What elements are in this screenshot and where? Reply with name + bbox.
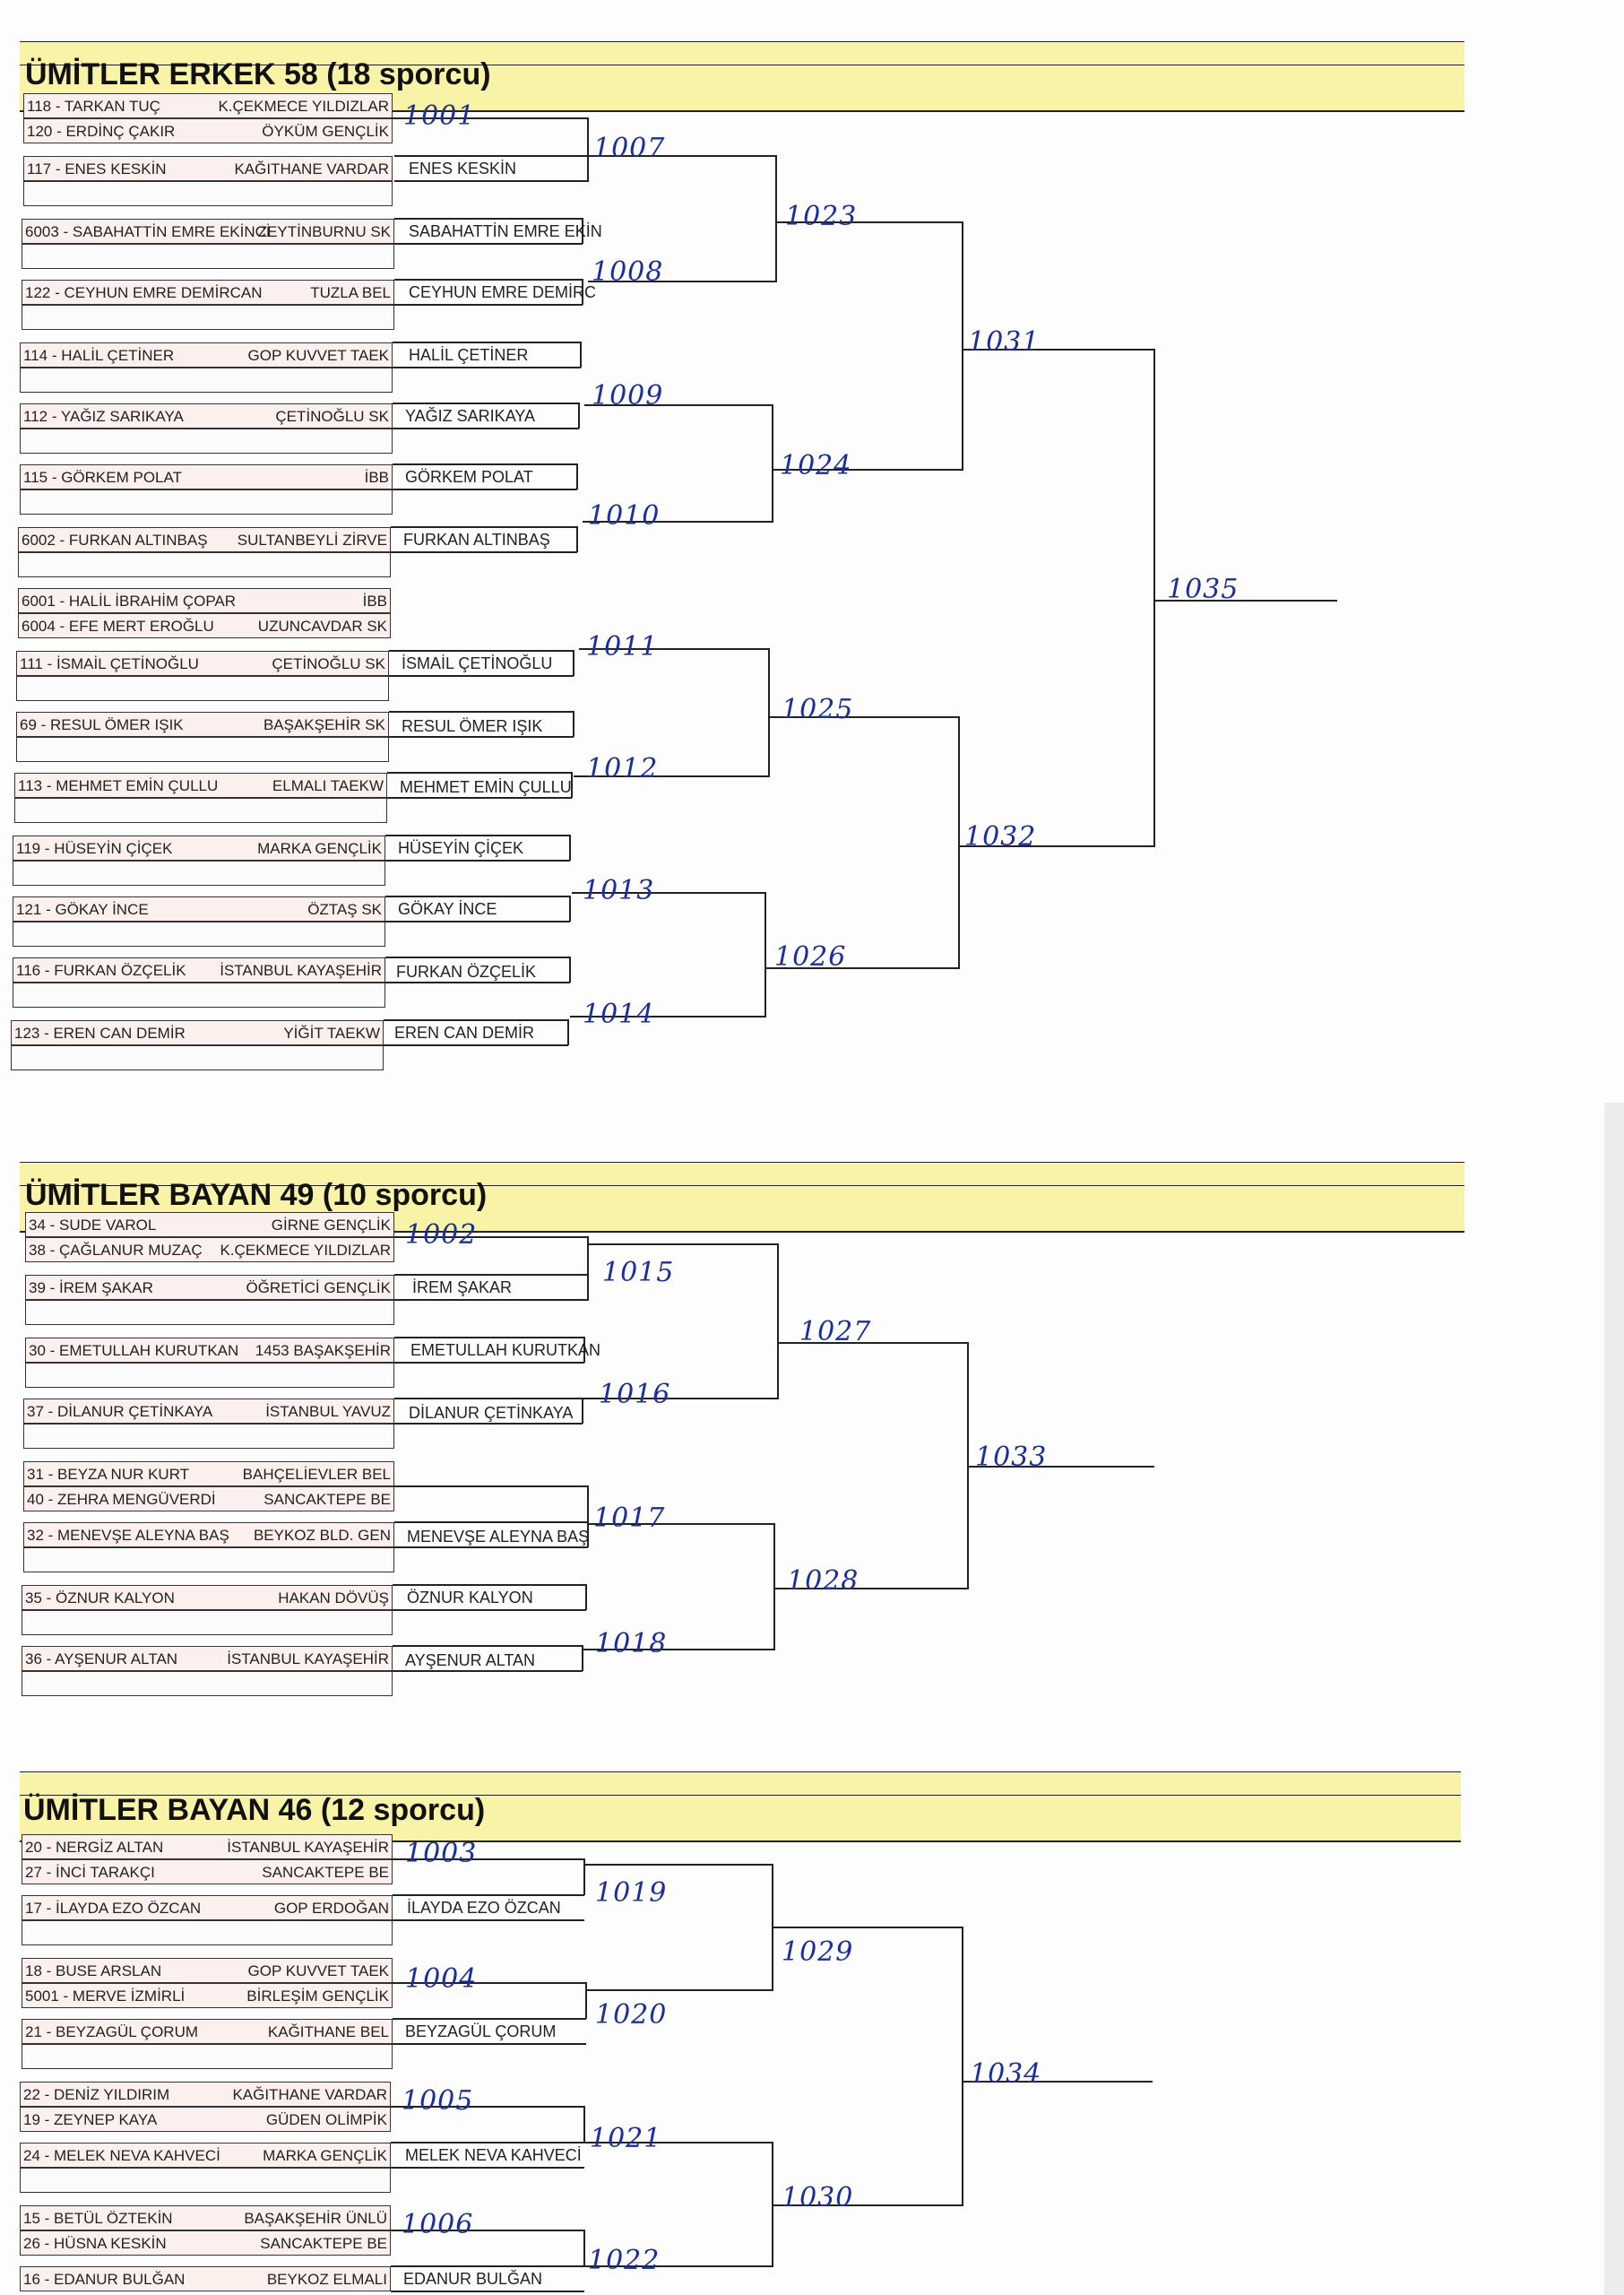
club-name: ZEYTİNBURNU SK — [257, 223, 391, 240]
section-1-title: ÜMİTLER ERKEK 58 (18 sporcu) — [25, 57, 491, 91]
match-number: 1021 — [590, 2123, 662, 2154]
advancing-name: İLAYDA EZO ÖZCAN — [407, 1899, 561, 1917]
athlete-name: 24 - MELEK NEVA KAHVECİ — [23, 2147, 220, 2164]
match-number: 1022 — [588, 2245, 661, 2276]
match-number: 1025 — [782, 694, 854, 725]
athlete-name: 38 - ÇAĞLANUR MUZAÇ — [29, 1242, 203, 1259]
advancing-name: BEYZAGÜL ÇORUM — [405, 2022, 557, 2040]
advancing-name: MEHMET EMİN ÇULLU — [400, 778, 572, 796]
club-name: MARKA GENÇLİK — [263, 2147, 387, 2164]
match-number: 1007 — [593, 133, 666, 164]
club-name: BAHÇELİEVLER BEL — [242, 1466, 391, 1483]
club-name: HAKAN DÖVÜŞ — [278, 1589, 389, 1606]
club-name: GÜDEN OLİMPİK — [265, 2111, 387, 2128]
advancing-name: ENES KESKİN — [409, 160, 517, 178]
athlete-name: 18 - BUSE ARSLAN — [25, 1962, 162, 1979]
athlete-name: 123 - EREN CAN DEMİR — [14, 1025, 186, 1042]
section-2-title: ÜMİTLER BAYAN 49 (10 sporcu) — [25, 1178, 488, 1212]
club-name: K.ÇEKMECE YILDIZLAR — [218, 98, 389, 115]
advancing-name: HALİL ÇETİNER — [409, 346, 529, 364]
club-name: İSTANBUL KAYAŞEHİR — [227, 1839, 389, 1856]
athlete-name: 34 - SUDE VAROL — [29, 1217, 157, 1234]
athlete-name: 116 - FURKAN ÖZÇELİK — [16, 962, 186, 979]
section-3-title: ÜMİTLER BAYAN 46 (12 sporcu) — [23, 1793, 486, 1827]
club-name: TUZLA BEL — [310, 284, 391, 301]
advancing-name: FURKAN ÖZÇELİK — [396, 963, 537, 981]
advancing-name: İSMAİL ÇETİNOĞLU — [402, 654, 553, 672]
advancing-name: GÖKAY İNCE — [398, 900, 497, 918]
club-name: YİĞİT TAEKW — [283, 1025, 380, 1042]
match-number: 1028 — [787, 1565, 860, 1597]
athlete-name: 30 - EMETULLAH KURUTKAN — [29, 1342, 239, 1359]
match-number: 1008 — [592, 256, 664, 288]
advancing-name: EMETULLAH KURUTKAN — [410, 1341, 601, 1359]
athlete-name: 22 - DENİZ YILDIRIM — [23, 2086, 170, 2103]
athlete-name: 112 - YAĞIZ SARIKAYA — [23, 408, 184, 425]
athlete-name: 6004 - EFE MERT EROĞLU — [22, 618, 214, 635]
advancing-name: SABAHATTİN EMRE EKİN — [409, 222, 602, 240]
athlete-name: 121 - GÖKAY İNCE — [16, 901, 149, 918]
club-name: KAĞITHANE VARDAR — [232, 2086, 387, 2103]
advancing-name: EREN CAN DEMİR — [394, 1024, 535, 1042]
advancing-name: EDANUR BULĞAN — [403, 2270, 543, 2288]
match-number: 1034 — [970, 2058, 1042, 2090]
club-name: GOP ERDOĞAN — [273, 1900, 389, 1917]
club-name: KAĞITHANE VARDAR — [234, 160, 389, 178]
athlete-name: 6003 - SABAHATTİN EMRE EKİNCİ — [25, 223, 271, 240]
match-number: 1005 — [402, 2085, 474, 2117]
club-name: İBB — [362, 593, 387, 610]
club-name: ÇETİNOĞLU SK — [275, 408, 389, 425]
match-number: 1020 — [595, 1999, 668, 2031]
club-name: İSTANBUL KAYAŞEHİR — [227, 1650, 389, 1667]
club-name: ELMALI TAEKW — [272, 777, 384, 794]
athlete-name: 26 - HÜSNA KESKİN — [23, 2235, 167, 2252]
club-name: GOP KUVVET TAEK — [247, 347, 389, 364]
club-name: ÖĞRETİCİ GENÇLİK — [246, 1279, 391, 1296]
club-name: BEYKOZ BLD. GEN — [253, 1527, 391, 1544]
advancing-name: FURKAN ALTINBAŞ — [403, 531, 550, 549]
club-name: ÖZTAŞ SK — [307, 901, 382, 918]
club-name: İSTANBUL YAVUZ — [265, 1403, 391, 1420]
advancing-name: DİLANUR ÇETİNKAYA — [409, 1404, 574, 1422]
athlete-name: 118 - TARKAN TUÇ — [27, 98, 160, 115]
advancing-name: ÖZNUR KALYON — [407, 1589, 533, 1606]
athlete-name: 16 - EDANUR BULĞAN — [23, 2271, 186, 2288]
club-name: ÖYKÜM GENÇLİK — [262, 123, 389, 140]
match-number: 1002 — [405, 1219, 478, 1251]
match-number: 1017 — [593, 1503, 666, 1534]
match-number: 1031 — [968, 326, 1041, 358]
athlete-name: 32 - MENEVŞE ALEYNA BAŞ — [27, 1527, 229, 1544]
match-number: 1016 — [599, 1379, 671, 1410]
advancing-name: YAĞIZ SARIKAYA — [405, 407, 536, 425]
match-number: 1019 — [595, 1877, 668, 1909]
athlete-name: 111 - İSMAİL ÇETİNOĞLU — [20, 655, 199, 672]
club-name: SANCAKTEPE BE — [263, 1491, 391, 1508]
athlete-name: 5001 - MERVE İZMİRLİ — [25, 1988, 186, 2005]
match-number: 1001 — [403, 100, 476, 132]
athlete-name: 114 - HALİL ÇETİNER — [23, 347, 175, 364]
club-name: BAŞAKŞEHİR ÜNLÜ — [244, 2210, 387, 2227]
club-name: GİRNE GENÇLİK — [271, 1217, 391, 1234]
club-name: MARKA GENÇLİK — [257, 840, 382, 857]
advancing-name: HÜSEYİN ÇİÇEK — [398, 839, 524, 857]
athlete-name: 17 - İLAYDA EZO ÖZCAN — [25, 1900, 202, 1917]
athlete-name: 37 - DİLANUR ÇETİNKAYA — [27, 1403, 213, 1420]
match-number: 1010 — [588, 500, 661, 532]
athlete-name: 19 - ZEYNEP KAYA — [23, 2111, 158, 2128]
advancing-name: AYŞENUR ALTAN — [405, 1651, 536, 1669]
match-number: 1015 — [602, 1257, 675, 1288]
club-name: İBB — [364, 469, 389, 486]
athlete-name: 20 - NERGİZ ALTAN — [25, 1839, 164, 1856]
match-number: 1011 — [586, 631, 659, 663]
match-number: 1026 — [774, 941, 847, 973]
athlete-name: 117 - ENES KESKİN — [27, 160, 167, 178]
athlete-name: 40 - ZEHRA MENGÜVERDİ — [27, 1491, 216, 1508]
club-name: BEYKOZ ELMALI — [266, 2271, 387, 2288]
athlete-name: 6001 - HALİL İBRAHİM ÇOPAR — [22, 593, 237, 610]
match-number: 1027 — [799, 1316, 872, 1347]
match-number: 1030 — [782, 2182, 854, 2213]
club-name: KAĞITHANE BEL — [267, 2023, 389, 2040]
match-number: 1009 — [592, 380, 664, 411]
match-number: 1033 — [975, 1442, 1048, 1473]
club-name: ÇETİNOĞLU SK — [272, 655, 385, 672]
club-name: BİRLEŞİM GENÇLİK — [246, 1988, 389, 2005]
match-number: 1024 — [780, 450, 852, 481]
athlete-name: 31 - BEYZA NUR KURT — [27, 1466, 190, 1483]
club-name: 1453 BAŞAKŞEHİR — [255, 1342, 391, 1359]
advancing-name: MELEK NEVA KAHVECİ — [405, 2146, 582, 2164]
advancing-name: GÖRKEM POLAT — [405, 468, 533, 486]
match-number: 1018 — [595, 1628, 668, 1659]
match-number: 1014 — [583, 999, 655, 1030]
match-number: 1035 — [1167, 574, 1240, 605]
athlete-name: 39 - İREM ŞAKAR — [29, 1279, 153, 1296]
club-name: İSTANBUL KAYAŞEHİR — [220, 962, 382, 979]
match-number: 1023 — [785, 201, 858, 232]
athlete-name: 119 - HÜSEYİN ÇİÇEK — [16, 840, 173, 857]
athlete-name: 21 - BEYZAGÜL ÇORUM — [25, 2023, 199, 2040]
athlete-name: 27 - İNCİ TARAKÇI — [25, 1864, 155, 1881]
match-number: 1012 — [586, 753, 659, 784]
match-number: 1029 — [782, 1936, 854, 1968]
advancing-name: MENEVŞE ALEYNA BAŞ — [407, 1528, 590, 1546]
club-name: SULTANBEYLİ ZİRVE — [237, 532, 387, 549]
club-name: SANCAKTEPE BE — [260, 2235, 387, 2252]
athlete-name: 36 - AYŞENUR ALTAN — [25, 1650, 178, 1667]
athlete-name: 69 - RESUL ÖMER IŞIK — [20, 716, 184, 733]
club-name: K.ÇEKMECE YILDIZLAR — [220, 1242, 391, 1259]
club-name: GOP KUVVET TAEK — [247, 1962, 389, 1979]
athlete-name: 122 - CEYHUN EMRE DEMİRCAN — [25, 284, 263, 301]
athlete-name: 6002 - FURKAN ALTINBAŞ — [22, 532, 208, 549]
club-name: UZUNCAVDAR SK — [257, 618, 387, 635]
advancing-name: RESUL ÖMER IŞIK — [402, 717, 543, 735]
athlete-name: 113 - MEHMET EMİN ÇULLU — [18, 777, 219, 794]
match-number: 1004 — [405, 1963, 478, 1995]
match-number: 1006 — [402, 2209, 474, 2240]
match-number: 1032 — [964, 821, 1037, 853]
match-number: 1013 — [583, 875, 655, 906]
club-name: SANCAKTEPE BE — [262, 1864, 389, 1881]
athlete-name: 15 - BETÜL ÖZTEKİN — [23, 2210, 173, 2227]
athlete-name: 115 - GÖRKEM POLAT — [23, 469, 182, 486]
advancing-name: CEYHUN EMRE DEMİRC — [409, 283, 597, 301]
athlete-name: 35 - ÖZNUR KALYON — [25, 1589, 175, 1606]
advancing-name: İREM ŞAKAR — [412, 1278, 513, 1296]
match-number: 1003 — [405, 1838, 478, 1869]
athlete-name: 120 - ERDİNÇ ÇAKIR — [27, 123, 176, 140]
club-name: BAŞAKŞEHİR SK — [263, 716, 385, 733]
